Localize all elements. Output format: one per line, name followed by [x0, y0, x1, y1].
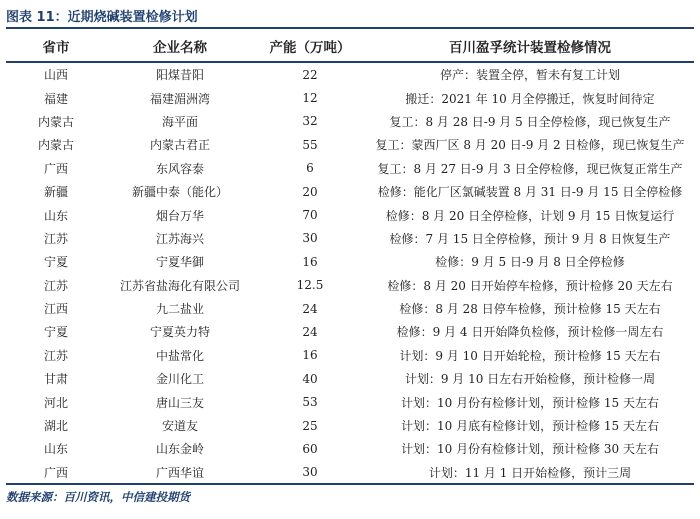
province-cell: 内蒙古 [37, 138, 74, 153]
province-cell: 山东 [43, 442, 68, 457]
company-cell: 内蒙古君正 [149, 138, 210, 153]
status-cell: 计划：10 月份有检修计划，预计检修 30 天左右 [401, 442, 659, 457]
table-row [6, 133, 694, 156]
table-row [6, 367, 694, 390]
company-cell: 山东金岭 [155, 442, 204, 457]
table-row [6, 227, 694, 250]
province-cell: 山东 [43, 208, 68, 223]
header-maintenance-status: 百川盈孚统计装置检修情况 [366, 31, 694, 62]
capacity-cell: 24 [302, 324, 318, 339]
table-row [6, 320, 694, 343]
company-cell: 江苏海兴 [155, 231, 204, 246]
maintenance-table [6, 31, 694, 484]
table-row [6, 297, 694, 320]
province-cell: 宁夏 [43, 325, 68, 340]
province-cell: 江苏 [43, 231, 68, 246]
table-row [6, 250, 694, 273]
status-cell: 检修：8 月 20 日开始停车检修，预计检修 20 天左右 [387, 278, 673, 293]
company-cell: 安道友 [161, 419, 198, 434]
company-cell: 阳煤昔阳 [155, 68, 204, 83]
province-cell: 福建 [43, 91, 68, 106]
table-row [6, 203, 694, 226]
status-cell: 检修：9 月 5 日-9 月 8 日全停检修 [435, 255, 625, 270]
table-row [6, 110, 694, 133]
capacity-cell: 53 [302, 395, 318, 410]
status-cell: 检修：8 月 28 日停车检修，预计检修 15 天左右 [399, 302, 661, 317]
company-cell: 东风容泰 [155, 161, 204, 176]
capacity-cell: 25 [302, 418, 318, 433]
company-cell: 中盐常化 [155, 348, 204, 363]
company-cell: 江苏省盐海化有限公司 [119, 278, 240, 293]
header-company: 企业名称 [106, 31, 254, 62]
status-cell: 搬迁：2021 年 10 月全停搬迁，恢复时间待定 [405, 91, 655, 106]
table-row [6, 461, 694, 484]
header-capacity: 产能（万吨） [254, 31, 366, 62]
status-cell: 复工：8 月 27 日-9 月 3 日全停检修，现已恢复正常生产 [377, 161, 683, 176]
capacity-cell: 32 [302, 114, 318, 129]
province-cell: 湖北 [43, 419, 68, 434]
capacity-cell: 55 [302, 137, 318, 152]
capacity-cell: 12 [302, 91, 318, 106]
header-province: 省市 [6, 31, 106, 62]
capacity-cell: 16 [302, 254, 318, 269]
province-cell: 宁夏 [43, 255, 68, 270]
capacity-cell: 40 [302, 371, 318, 386]
capacity-cell: 60 [302, 441, 318, 456]
province-cell: 甘肃 [43, 372, 68, 387]
company-cell: 唐山三友 [155, 395, 204, 410]
table-row [6, 180, 694, 203]
status-cell: 检修：7 月 15 日全停检修，预计 9 月 8 日恢复生产 [389, 231, 671, 246]
province-cell: 河北 [43, 395, 68, 410]
table-body [6, 62, 694, 484]
province-cell: 广西 [43, 161, 68, 176]
company-cell: 新疆中泰（能化） [131, 185, 228, 200]
province-cell: 江西 [43, 302, 68, 317]
capacity-cell: 30 [302, 231, 318, 246]
bottom-divider [6, 483, 694, 485]
table-row [6, 437, 694, 460]
capacity-cell: 30 [302, 465, 318, 480]
company-cell: 海平面 [161, 114, 198, 129]
company-cell: 宁夏英力特 [149, 325, 210, 340]
province-cell: 广西 [43, 465, 68, 480]
company-cell: 金川化工 [155, 372, 204, 387]
capacity-cell: 24 [302, 301, 318, 316]
table-row [6, 274, 694, 297]
table-header-row [6, 31, 694, 62]
status-cell: 检修：能化厂区氯碱装置 8 月 31 日-9 月 15 日全停检修 [377, 185, 683, 200]
capacity-cell: 16 [302, 348, 318, 363]
company-cell: 福建湄洲湾 [149, 91, 210, 106]
status-cell: 计划：11 月 1 日开始检修，预计三周 [428, 465, 632, 480]
status-cell: 计划：10 月份有检修计划，预计检修 15 天左右 [401, 395, 659, 410]
table-row [6, 157, 694, 180]
status-cell: 计划：9 月 10 日左右开始检修，预计检修一周 [404, 372, 656, 387]
capacity-cell: 70 [302, 208, 318, 223]
table-row [6, 414, 694, 437]
province-cell: 江苏 [43, 348, 68, 363]
status-cell: 复工：8 月 28 日-9 月 5 日全停检修，现已恢复生产 [389, 114, 671, 129]
province-cell: 江苏 [43, 278, 68, 293]
status-cell: 复工：蒙西厂区 8 月 20 日-9 月 2 日检修，现已恢复生产 [375, 138, 685, 153]
table-row [6, 344, 694, 367]
title-divider [6, 27, 694, 29]
capacity-cell: 22 [302, 67, 318, 82]
data-source: 数据来源：百川资讯，中信建投期货 [6, 490, 190, 504]
status-cell: 计划：9 月 10 日开始轮检，预计检修 15 天左右 [399, 348, 661, 363]
table-row [6, 62, 694, 86]
status-cell: 检修：8 月 20 日全停检修，计划 9 月 15 日恢复运行 [385, 208, 675, 223]
province-cell: 新疆 [43, 185, 68, 200]
status-cell: 检修：9 月 4 日开始降负检修，预计检修一周左右 [396, 325, 664, 340]
status-cell: 停产：装置全停，暂未有复工计划 [439, 68, 620, 83]
company-cell: 广西华谊 [155, 465, 204, 480]
table-row [6, 390, 694, 413]
capacity-cell: 6 [306, 161, 314, 176]
capacity-cell: 12.5 [296, 278, 324, 293]
company-cell: 烟台万华 [155, 208, 204, 223]
table-row [6, 86, 694, 109]
status-cell: 计划：10 月底有检修计划，预计检修 15 天左右 [401, 419, 659, 434]
company-cell: 九二盐业 [155, 302, 204, 317]
company-cell: 宁夏华御 [155, 255, 204, 270]
figure-title: 图表 11：近期烧碱装置检修计划 [6, 10, 198, 25]
province-cell: 山西 [43, 68, 68, 83]
capacity-cell: 20 [302, 184, 318, 199]
province-cell: 内蒙古 [37, 114, 74, 129]
